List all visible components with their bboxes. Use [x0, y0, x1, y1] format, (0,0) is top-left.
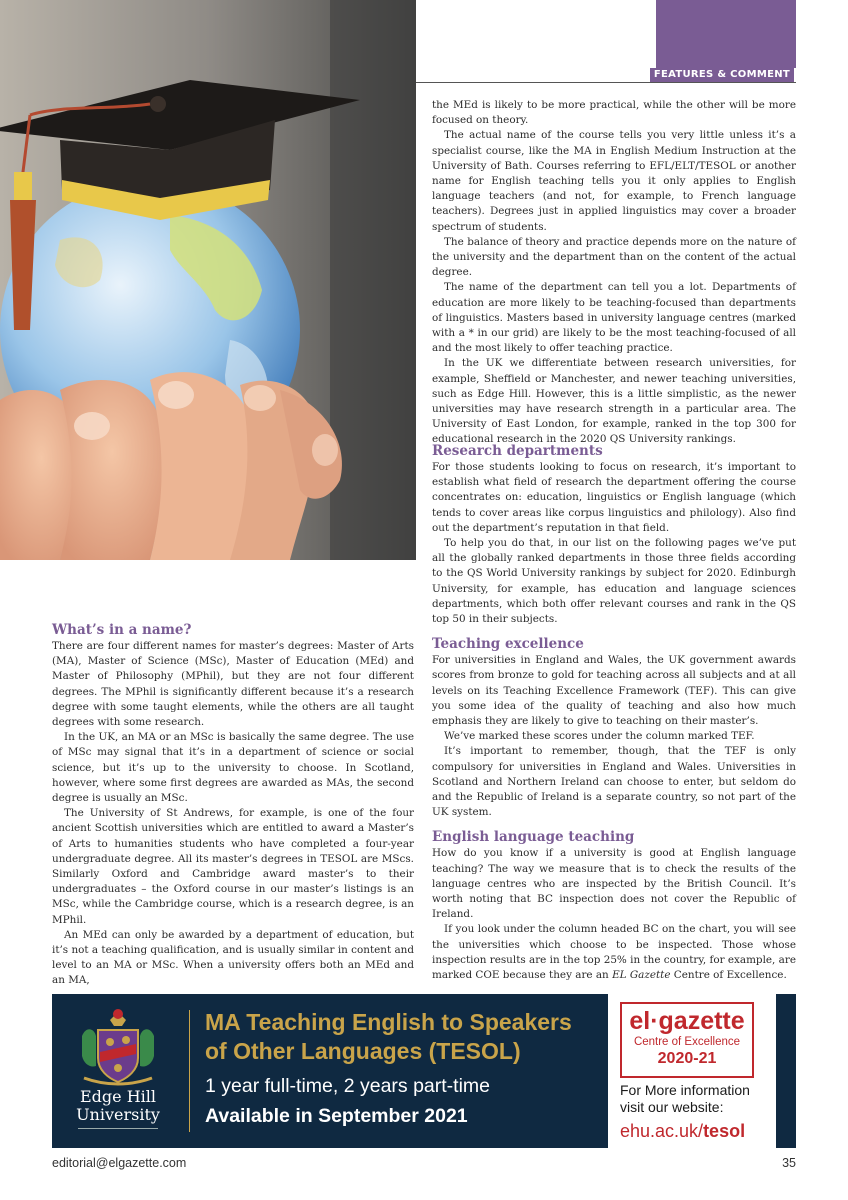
- publication-name: EL Gazette: [612, 969, 671, 982]
- edge-hill-advertisement[interactable]: [52, 994, 796, 1148]
- ad-course-title: [205, 1008, 635, 1066]
- url-plain: ehu.ac.uk/: [620, 1121, 704, 1141]
- badge-subtitle: Centre of Excellence: [633, 1036, 741, 1048]
- page-number: 35: [782, 1156, 796, 1170]
- section-heading-teaching: Teaching excellence: [432, 636, 584, 653]
- section-header-bar: [416, 68, 796, 83]
- body-paragraph: In the UK, an MA or an MSc is basically the same degree. The use of MSc may signal that it’s in a department of science or social science, but it’s up to the university to choose. In Scotland, however, where some first degrees are awarded as MAs, the second degree is usually an MSc.: [52, 731, 414, 805]
- body-paragraph: The actual name of the course tells you very little unless it’s a specialist course, like the MA in English Medium Instruction at the University of Bath. Courses referring to EFL/ELT/TESOL or another name for English teaching tells you it only applies to English language teachers (and not, for example, to French language teachers). Degrees just in applied linguistics may cover a broader spectrum of students.: [432, 129, 796, 233]
- ad-info-line1: For More information: [620, 1082, 750, 1098]
- divider: [78, 1128, 158, 1129]
- ad-website-link[interactable]: [620, 1120, 745, 1142]
- body-paragraph: To help you do that, in our list on the following pages we’ve put all the globally ranked departments in those three fields according to the QS World University rankings by subject for 2020. Edinburgh University, for example, has education and language sciences departments, which both offer relevant courses and rank in the QS top 50 in their subjects.: [432, 537, 796, 626]
- university-name-line2: University: [76, 1105, 160, 1124]
- ad-title-line1: MA Teaching English to Speakers: [205, 1009, 572, 1035]
- el-gazette-logo: el·gazette: [629, 1007, 745, 1035]
- body-paragraph: The balance of theory and practice depends more on the nature of the university and the department than on the content of the actual degree.: [432, 235, 796, 279]
- url-bold: tesol: [703, 1121, 746, 1141]
- ad-availability: Available in September 2021: [205, 1105, 468, 1127]
- ad-info-line2: visit our website:: [620, 1099, 724, 1115]
- section-heading-names: What’s in a name?: [52, 622, 192, 638]
- paragraph-text: If you look under the column headed BC on the chart, you will see the universities which choose to be inspected. Those whose inspection results are in the top 25% in the country, for example, are marked COE because they are an: [432, 923, 796, 982]
- ad-duration: 1 year full-time, 2 years part-time: [205, 1075, 491, 1097]
- university-crest-icon: [76, 1006, 160, 1086]
- body-paragraph: How do you know if a university is good at English language teaching? The way we measure that is to check the results of the language centres who are inspected by the British Council. It’s worth noting that BC inspection does not cover the Republic of Ireland.: [432, 847, 796, 921]
- article-column-right-bottom: [432, 442, 796, 983]
- paragraph-text: Centre of Excellence.: [670, 969, 787, 982]
- globe-graduation-cap-photo: [0, 0, 416, 560]
- body-paragraph: For those students looking to focus on research, it’s important to establish what field of research the department offering the course concentrates on: education, linguistics or English language (which tends to cover areas like corpus linguistics and philology). Also find out the department’s reputation in that field.: [432, 461, 796, 534]
- footer-email[interactable]: editorial@elgazette.com: [52, 1156, 187, 1170]
- body-paragraph: There are four different names for master’s degrees: Master of Arts (MA), Master of Science (MSc), Master of Education (MEd) and Master of Philosophy (MPhil), but they are not four different degrees. The MPhil is significantly different because it’s a research degree with some taught elements, while the others are all taught degrees with some research.: [52, 640, 414, 729]
- university-name: [52, 1088, 184, 1124]
- body-paragraph: An MEd can only be awarded by a department of education, but it’s not a teaching qualification, and is usually similar in content and level to an MA or MSc. When a university offers both an MEd and an MA,: [52, 928, 414, 987]
- section-heading-elt: English language teaching: [432, 829, 635, 846]
- article-column-left: [52, 621, 414, 989]
- body-paragraph: The University of St Andrews, for example, is one of the four ancient Scottish universities which are entitled to award a Master’s of Arts to humanities students who have completed a four-year undergraduate degree. All its master’s degrees in TESOL are MScs. Similarly Oxford and Cambridge award master’s to their undergraduates – the Oxford course in our master’s listings is an MSc, while the Cambridge course, which is a research degree, is an MPhil.: [52, 807, 414, 926]
- divider: [189, 1010, 190, 1132]
- body-paragraph: In the UK we differentiate between research universities, for example, Sheffield or Manchester, and newer teaching universities, such as Edge Hill. However, this is a little simplistic, as the newer universities may have research strength in a particular area. The University of East London, for example, ranked in the top 300 for educational research in the 2020 QS University rankings.: [432, 357, 796, 446]
- purple-header-tab: [656, 0, 796, 68]
- body-paragraph: For universities in England and Wales, the UK government awards scores from bronze to gold for teaching across all subjects and at all levels on its Teaching Excellence Framework (TEF). This can give you some idea of the quality of teaching and also how much emphasis they are likely to give to teaching on their master’s.: [432, 654, 796, 728]
- body-paragraph: [432, 922, 796, 983]
- section-heading-research: Research departments: [432, 443, 603, 459]
- ad-title-line2: of Other Languages (TESOL): [205, 1038, 521, 1064]
- el-gazette-badge: [620, 1002, 754, 1078]
- body-paragraph: the MEd is likely to be more practical, while the other will be more focused on theory.: [432, 99, 796, 127]
- body-paragraph: It’s important to remember, though, that the TEF is only compulsory for universities in England and Wales. Universities in Scotland and Northern Ireland can choose to enter, but seldom do and the Republic of Ireland is a separate country, so not part of the UK system.: [432, 745, 796, 819]
- badge-year: 2020-21: [657, 1050, 717, 1067]
- body-paragraph: The name of the department can tell you a lot. Departments of education are more likely to be teaching-focused than departments of linguistics. Masters based in university language centres (marked with a * in our grid) are likely to be the most teaching-focused of all and the most likely to offer teaching practice.: [432, 281, 796, 355]
- ad-info-panel: [608, 994, 776, 1148]
- section-label: FEATURES & COMMENT: [650, 68, 794, 82]
- ad-info-text: [620, 1082, 770, 1116]
- article-column-right-top: [432, 98, 796, 448]
- university-name-line1: Edge Hill: [79, 1087, 157, 1106]
- body-paragraph: We’ve marked these scores under the column marked TEF.: [444, 730, 755, 743]
